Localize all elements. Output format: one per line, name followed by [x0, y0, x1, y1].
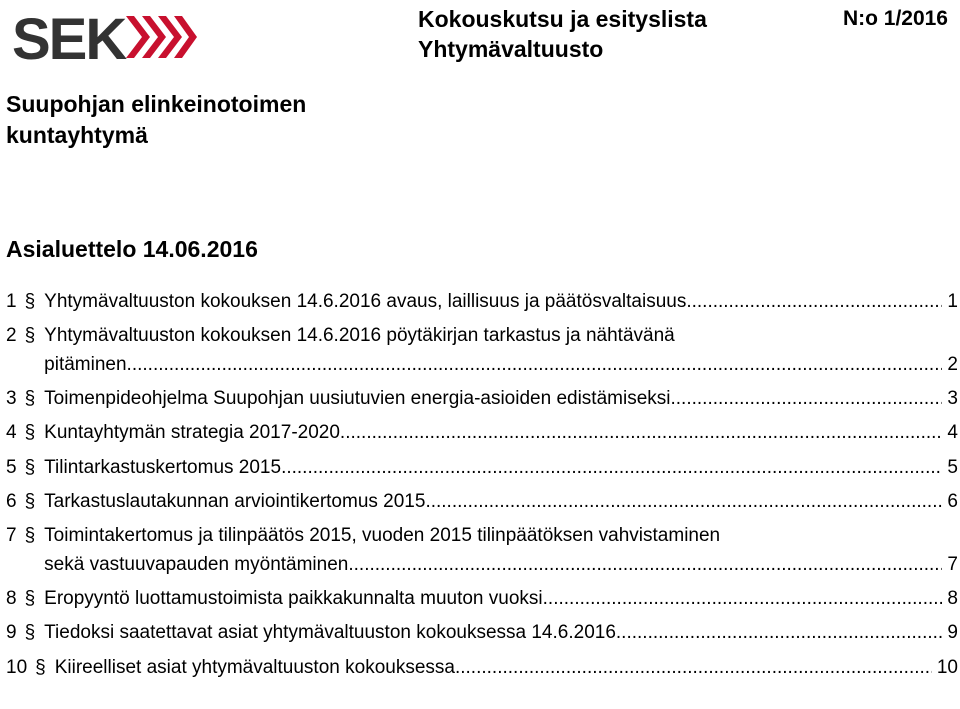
logo-chevrons: [126, 16, 197, 58]
agenda-item-page: 7: [947, 553, 958, 575]
agenda-item-number: 9: [6, 622, 17, 644]
section-symbol: §: [24, 325, 36, 347]
agenda-item-number: 8: [6, 588, 17, 610]
agenda-item-title: Tiedoksi saatettavat asiat yhtymävaltuuston kokouksessa 14.6.2016: [44, 622, 616, 644]
agenda-list: [6, 288, 958, 688]
agenda-item-number: 7: [6, 525, 17, 547]
agenda-item[interactable]: [6, 522, 958, 579]
agenda-item-page: 4: [947, 422, 958, 444]
dot-leader: [425, 488, 942, 517]
document-number: N:o 1/2016: [842, 7, 948, 30]
section-symbol: §: [24, 291, 36, 312]
agenda-item-title: Kiireelliset asiat yhtymävaltuuston kokouksessa: [54, 656, 455, 678]
dot-leader: [616, 619, 943, 648]
dot-leader: [127, 351, 943, 380]
dot-leader: [686, 288, 942, 317]
dot-leader: [455, 654, 932, 683]
agenda-item-page: 5: [947, 456, 958, 478]
section-symbol: §: [24, 588, 36, 610]
document-title-body: Yhtymävaltuusto: [418, 36, 604, 62]
agenda-item-number: 10: [6, 656, 28, 678]
agenda-item-title: Toimintakertomus ja tilinpäätös 2015, vuoden 2015 tilinpäätöksen vahvistaminen: [44, 525, 721, 547]
dot-leader: [281, 454, 942, 483]
agenda-item-number: 3: [6, 388, 17, 410]
section-symbol: §: [24, 525, 36, 547]
sek-logo: [12, 8, 197, 66]
section-symbol: §: [24, 490, 36, 512]
dot-leader: [671, 385, 943, 414]
agenda-item[interactable]: [6, 654, 958, 683]
agenda-item[interactable]: [6, 385, 958, 414]
agenda-item-page: 1: [947, 291, 958, 312]
agenda-item-title: Yhtymävaltuuston kokouksen 14.6.2016 pöytäkirjan tarkastus ja nähtävänä: [44, 325, 675, 347]
agenda-item-page: 6: [947, 490, 958, 512]
agenda-item-page: 2: [947, 353, 958, 375]
dot-leader: [348, 551, 942, 580]
agenda-item-title: Tilintarkastuskertomus 2015: [44, 456, 282, 478]
agenda-item[interactable]: [6, 585, 958, 614]
agenda-item[interactable]: [6, 488, 958, 517]
agenda-item[interactable]: [6, 288, 958, 317]
agenda-item-title: sekä vastuuvapauden myöntäminen: [44, 553, 349, 575]
agenda-item-title: Kuntayhtymän strategia 2017-2020: [44, 422, 340, 444]
agenda-item[interactable]: [6, 619, 958, 648]
agenda-item-page: 10: [936, 656, 958, 678]
agenda-heading: Asialuettelo 14.06.2016: [6, 236, 258, 262]
agenda-item[interactable]: [6, 322, 958, 379]
agenda-item-title: pitäminen: [44, 353, 127, 375]
section-symbol: §: [24, 422, 36, 444]
agenda-item-page: 9: [947, 622, 958, 644]
section-symbol: §: [24, 456, 36, 478]
agenda-item-number: 1: [6, 291, 17, 312]
document-title-type: Kokouskutsu ja esityslista: [418, 6, 707, 32]
agenda-item[interactable]: [6, 419, 958, 448]
dot-leader: [340, 419, 943, 448]
agenda-item-title: Yhtymävaltuuston kokouksen 14.6.2016 avaus, laillisuus ja päätösvaltaisuus: [44, 291, 687, 312]
logo-text: SEK: [12, 8, 126, 66]
organization-name-line1: Suupohjan elinkeinotoimen: [6, 91, 307, 117]
agenda-item-title: Toimenpideohjelma Suupohjan uusiutuvien energia-asioiden edistämiseksi: [44, 388, 671, 410]
organization-name: [6, 89, 406, 151]
dot-leader: [543, 585, 943, 614]
agenda-item-number: 5: [6, 456, 17, 478]
agenda-item-number: 2: [6, 325, 17, 347]
agenda-item-title: Tarkastuslautakunnan arviointikertomus 2015: [44, 490, 426, 512]
section-symbol: §: [24, 388, 36, 410]
section-symbol: §: [35, 656, 46, 678]
agenda-item-number: 4: [6, 422, 17, 444]
agenda-item[interactable]: [6, 454, 958, 483]
agenda-item-number: 6: [6, 490, 17, 512]
section-symbol: §: [24, 622, 36, 644]
agenda-item-page: 3: [947, 388, 958, 410]
agenda-item-page: 8: [947, 588, 958, 610]
organization-name-line2: kuntayhtymä: [6, 122, 148, 148]
document-title: [418, 4, 707, 64]
agenda-item-title: Eropyyntö luottamustoimista paikkakunnalta muuton vuoksi: [44, 588, 543, 610]
